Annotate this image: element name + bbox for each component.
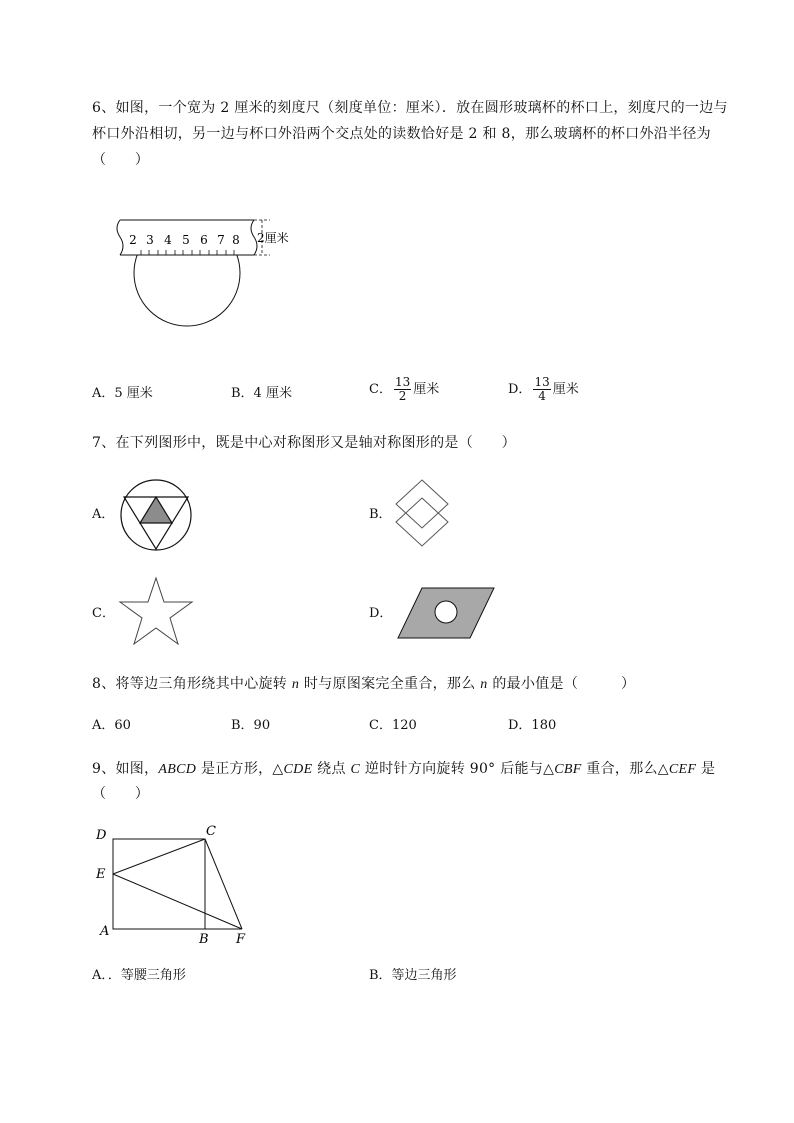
q9-text-part: 重合，那么△ xyxy=(581,761,669,777)
q6-option-c[interactable] xyxy=(369,376,439,403)
frac-denominator: 4 xyxy=(538,389,546,403)
q8-variable-n: n xyxy=(291,677,300,692)
q8-option-c[interactable]: C．120 xyxy=(369,718,417,733)
q9-text-part: 逆时针方向旋转 90° 后能与△ xyxy=(360,761,555,777)
q6-option-d-fraction xyxy=(533,376,550,403)
ruler-width-label: 2厘米 xyxy=(257,231,289,245)
q9-option-b[interactable]: B．等边三角形 xyxy=(369,968,457,983)
q6-text-line1: 6、如图，一个宽为 2 厘米的刻度尺（刻度单位：厘米）．放在圆形玻璃杯的杯口上，刻度尺的一边与 xyxy=(92,100,728,116)
label-e: E xyxy=(96,867,106,882)
q6-option-c-prefix: C． xyxy=(369,382,392,397)
ruler-tick-8: 8 xyxy=(232,233,240,247)
ruler-tick-5: 5 xyxy=(182,233,190,247)
q9-square-rotation-figure xyxy=(92,822,252,947)
ruler-tick-6: 6 xyxy=(200,233,208,247)
q9-option-a[interactable]: A．．等腰三角形 xyxy=(92,968,186,983)
q9-square-name: ABCD xyxy=(158,762,197,777)
q7-option-d-label[interactable]: D． xyxy=(369,606,393,621)
q9-triangle-cbf: CBF xyxy=(554,762,582,777)
q9-text-line1 xyxy=(92,759,715,780)
q7-option-c-label[interactable]: C． xyxy=(92,606,115,621)
ruler-tick-4: 4 xyxy=(164,233,172,247)
q7-text: 7、在下列图形中，既是中心对称图形又是轴对称图形的是（ ） xyxy=(92,435,516,451)
q8-text xyxy=(92,674,635,695)
label-b: B xyxy=(199,932,209,947)
q7-figure-b-overlapping-diamonds[interactable] xyxy=(394,478,450,550)
q9-answer-blank: （ ） xyxy=(92,786,150,802)
q8-option-b[interactable]: B．90 xyxy=(231,718,271,733)
square-abcd xyxy=(113,839,205,929)
q6-option-b[interactable]: B．4 厘米 xyxy=(231,386,292,401)
q7-option-b-label[interactable]: B． xyxy=(369,507,392,522)
q9-point-c: C xyxy=(350,762,361,777)
frac-numerator: 13 xyxy=(534,375,550,389)
ruler-tick-3: 3 xyxy=(146,233,154,247)
segment-ec xyxy=(113,839,205,874)
q8-text-middle: 时与原图案完全重合，那么 xyxy=(299,676,481,692)
q9-text-part: 是 xyxy=(696,761,716,777)
ruler-tick-2: 2 xyxy=(129,233,137,247)
q6-option-c-unit: 厘米 xyxy=(413,382,440,397)
q7-figure-a-circle-triangles[interactable] xyxy=(118,477,194,553)
q8-option-d[interactable]: D．180 xyxy=(508,718,557,733)
frac-numerator: 13 xyxy=(394,375,411,389)
q6-ruler-cup-figure xyxy=(110,210,290,335)
q9-triangle-cef: CEF xyxy=(668,762,697,777)
q8-option-a[interactable]: A．60 xyxy=(92,718,131,733)
q6-option-d-prefix: D． xyxy=(508,382,532,397)
q9-triangle-cde: CDE xyxy=(283,762,313,777)
q6-text-line2: 杯口外沿相切，另一边与杯口外沿两个交点处的读数恰好是 2 和 8，那么玻璃杯的杯口外沿半径为 xyxy=(92,126,711,142)
q8-variable-n: n xyxy=(480,677,488,692)
frac-denominator: 2 xyxy=(398,389,407,403)
label-a: A xyxy=(100,924,110,939)
q9-text-part: 绕点 xyxy=(312,761,351,777)
label-d: D xyxy=(96,828,107,843)
q7-figure-c-star[interactable] xyxy=(118,576,196,646)
q6-answer-blank: （ ） xyxy=(92,152,150,168)
q9-text-part: 9、如图， xyxy=(92,761,159,777)
label-f: F xyxy=(236,932,246,947)
ruler-tick-7: 7 xyxy=(217,233,225,247)
q6-option-d-unit: 厘米 xyxy=(552,382,579,397)
q6-option-d[interactable] xyxy=(508,376,579,403)
q9-text-part: 是正方形，△ xyxy=(196,761,284,777)
label-c: C xyxy=(206,824,216,839)
q6-option-c-fraction xyxy=(394,376,411,403)
q7-figure-d-parallelogram-hole[interactable] xyxy=(396,586,496,640)
q8-text-before: 8、将等边三角形绕其中心旋转 xyxy=(92,676,292,692)
q6-option-a[interactable]: A．5 厘米 xyxy=(92,386,153,401)
q8-text-after: 的最小值是（ ） xyxy=(487,676,636,692)
q7-option-a-label[interactable]: A． xyxy=(92,507,115,522)
